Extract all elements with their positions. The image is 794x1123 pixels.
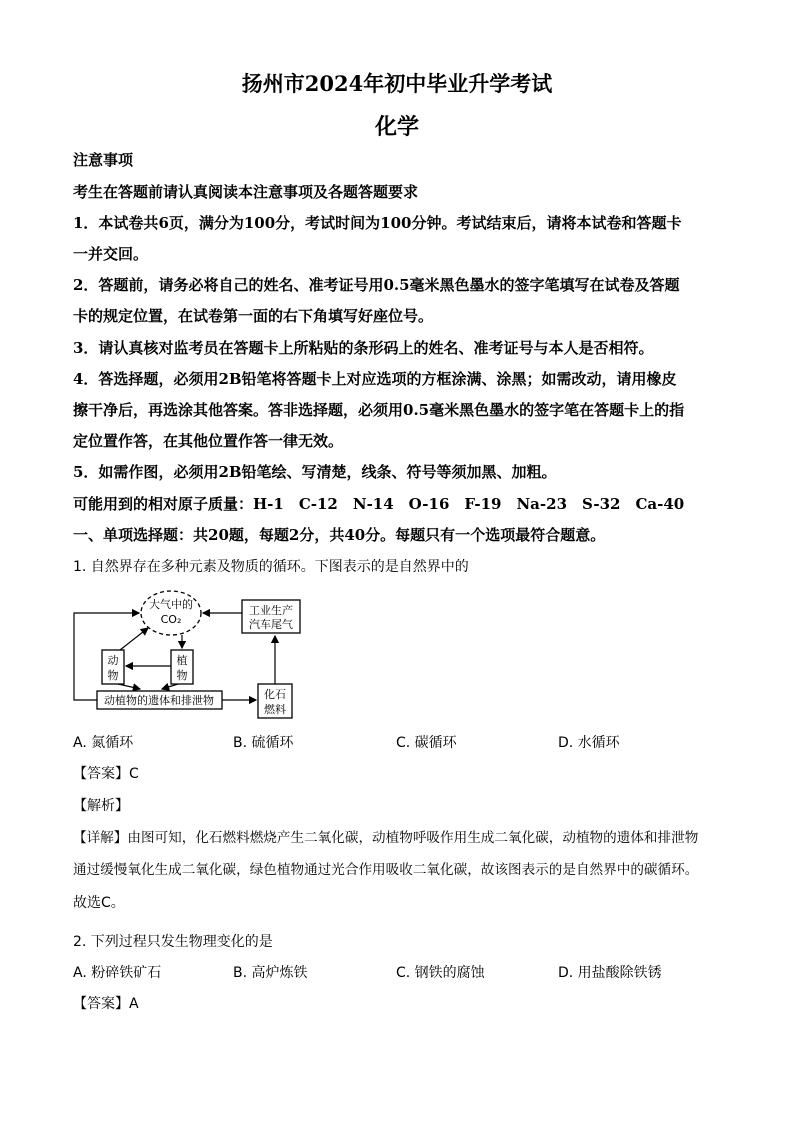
notice-heading: 注意事项	[73, 151, 134, 169]
notice-line: 1．本试卷共6页，满分为100分，考试时间为100分钟。考试结束后，请将本试卷和答题卡	[73, 214, 682, 232]
q2-option-c[interactable]: C. 钢铁的腐蚀	[396, 965, 485, 981]
exam-subject: 化学	[374, 114, 419, 140]
q2-option-a[interactable]: A. 粉碎铁矿石	[73, 965, 162, 981]
plant-label-2: 物	[176, 669, 188, 682]
atmosphere-label: 大气中的	[149, 598, 193, 611]
notice-line: 一并交回。	[73, 245, 149, 263]
carbon-cycle-diagram	[70, 588, 310, 723]
arrow-plant-to-remains	[162, 684, 178, 689]
notice-line: 4．答选择题，必须用2B铅笔将答题卡上对应选项的方框涂满、涂黑；如需改动，请用橡皮	[73, 370, 677, 388]
answer-tag: 【答案】	[73, 766, 129, 782]
q1-detail-line-1	[73, 828, 733, 848]
section-heading: 一、单项选择题：共20题，每题2分，共40分。每题只有一个选项最符合题意。	[73, 526, 606, 544]
fossil-label-2: 燃料	[264, 703, 286, 716]
notice-line: 擦干净后，再选涂其他答案。答非选择题，必须用0.5毫米黑色墨水的签字笔在答题卡上的指	[73, 401, 685, 419]
q1-conclusion: 故选C。	[73, 895, 125, 911]
answer-value: C	[129, 766, 139, 782]
arrow-animal-to-atmosphere	[120, 628, 148, 650]
q1-option-c[interactable]: C. 碳循环	[396, 735, 457, 751]
q1-option-b[interactable]: B. 硫循环	[233, 735, 294, 751]
q1-option-a[interactable]: A. 氮循环	[73, 735, 134, 751]
q2-option-b[interactable]: B. 高炉炼铁	[233, 965, 308, 981]
question-2-stem: 2. 下列过程只发生物理变化的是	[73, 934, 273, 950]
q1-answer	[73, 764, 733, 784]
notice-line: 卡的规定位置，在试卷第一面的右下角填写好座位号。	[73, 307, 434, 325]
q2-answer	[73, 994, 733, 1014]
atmosphere-formula: CO₂	[160, 613, 182, 626]
q2-option-d[interactable]: D. 用盐酸除铁锈	[558, 965, 662, 981]
detail-tag: 【详解】	[73, 830, 128, 846]
exam-title: 扬州市2024年初中毕业升学考试	[241, 71, 553, 96]
industry-label: 工业生产	[249, 604, 293, 617]
notice-line: 3．请认真核对监考员在答题卡上所粘贴的条形码上的姓名、准考证号与本人是否相符。	[73, 339, 654, 357]
q1-option-d[interactable]: D. 水循环	[558, 735, 620, 751]
arrow-animal-to-remains	[118, 684, 140, 689]
remains-label: 动植物的遗体和排泄物	[104, 694, 214, 707]
notice-line: 5．如需作图，必须用2B铅笔绘、写清楚，线条、符号等须加黑、加粗。	[73, 463, 557, 481]
notice-line: 定位置作答，在其他位置作答一律无效。	[73, 432, 344, 450]
q1-detail-line-2: 通过缓慢氧化生成二氧化碳，绿色植物通过光合作用吸收二氧化碳，故该图表示的是自然界中的碳循环。	[73, 862, 699, 878]
answer-value: A	[129, 996, 139, 1012]
animal-label-1: 动	[107, 654, 119, 667]
question-1-stem: 1. 自然界存在多种元素及物质的循环。下图表示的是自然界中的	[73, 559, 469, 575]
animal-label-2: 物	[107, 669, 119, 682]
plant-label-1: 植	[176, 654, 188, 667]
exhaust-label: 汽车尾气	[249, 618, 293, 631]
notice-intro: 考生在答题前请认真阅读本注意事项及各题答题要求	[73, 183, 419, 201]
notice-line: 2．答题前，请务必将自己的姓名、准考证号用0.5毫米黑色墨水的签字笔填写在试卷及答题	[73, 276, 680, 294]
detail-text: 由图可知，化石燃料燃烧产生二氧化碳，动植物呼吸作用生成二氧化碳，动植物的遗体和排泄物	[127, 830, 699, 846]
answer-tag: 【答案】	[73, 996, 129, 1012]
q1-analysis-tag: 【解析】	[73, 798, 129, 814]
fossil-label-1: 化石	[264, 688, 286, 701]
atomic-masses: 可能用到的相对原子质量：H-1 C-12 N-14 O-16 F-19 Na-23 S-32 Ca-40	[73, 495, 685, 513]
